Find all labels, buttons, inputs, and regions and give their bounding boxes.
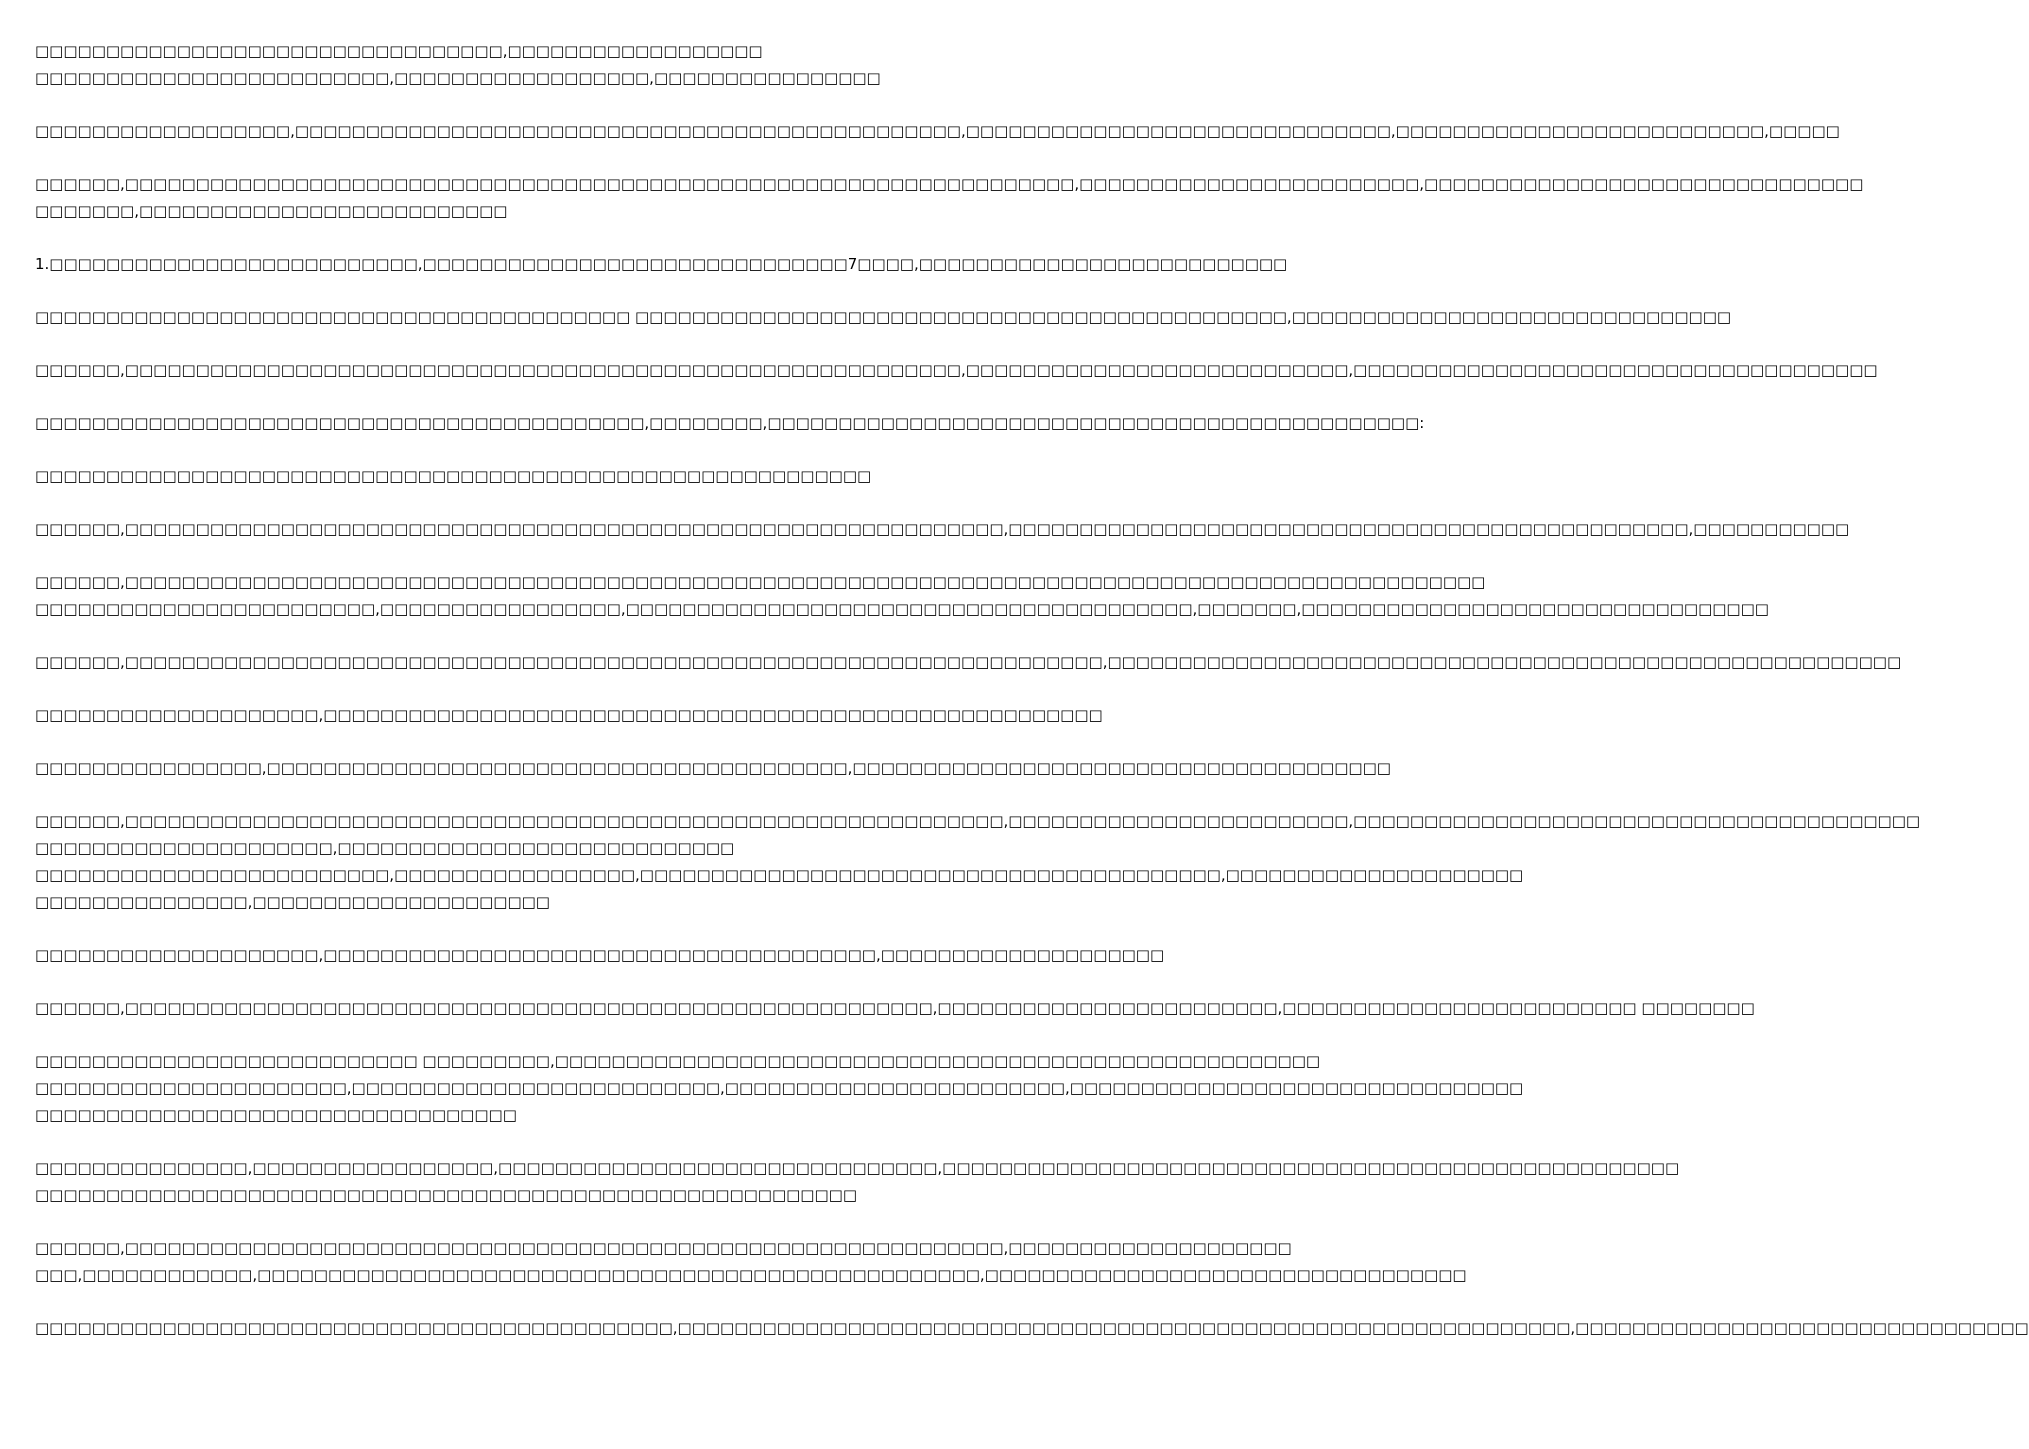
paragraph [35, 304, 1732, 331]
paragraph [35, 463, 990, 490]
paragraph [35, 251, 1288, 278]
text-line: □□□□□□,□□□□□□□□□□□□□□□□□□□□□□□□□□□□□□□□□□□□□□□□□□□□□□□□□□□□□□□□□□□□□□,□□□□□□□□□□□□□□□□□□□□□□□□□□□□□□□□□□□□□□□□□□□□□□□□,□□□□□□□□□□□ [35, 520, 1850, 538]
text-line: □□□□□□,□□□□□□□□□□□□□□□□□□□□□□□□□□□□□□□□□□□□□□□□□□□□□□□□□□□□□□□□□□□,□□□□□□□□□□□□□□□□□□□□□□□□□□□,□□□□□□□□□□□□□□□□□□□□□□□□□□□□□□□□□□□□□ [35, 361, 1878, 379]
paragraph [35, 38, 990, 92]
text-line: □□□□□□□□□□□□□□□□□□□□□□□□□□□□□□□□□□□□□□□□□□□,□□□□□□□□,□□□□□□□□□□□□□□□□□□□□□□□□□□□□□□□□□□□□□□□□□□□□□□: [35, 414, 1425, 432]
text-line: □□□□□□,□□□□□□□□□□□□□□□□□□□□□□□□□□□□□□□□□□□□□□□□□□□□□□□□□□□□□□□□□□□□□□,□□□□□□□□□□□□□□□□□□□□□□□□,□□□□□□□□□□□□□□□□□□□□□□□□□□□□□□□□□□□□□□□□ [35, 812, 1921, 830]
text-line: □□□□□□□□□□□□□□□□□□,□□□□□□□□□□□□□□□□□□□□□□□□□□□□□□□□□□□□□□□□□□□□□□□,□□□□□□□□□□□□□□□□□□□□□□□□□□□□□□,□□□□□□□□□□□□□□□□□□□□□□□□□□,□□□□□ [35, 122, 1840, 140]
text-line: □□□□□□□□□□□□□□□,□□□□□□□□□□□□□□□□□,□□□□□□□□□□□□□□□□□□□□□□□□□□□□□□□,□□□□□□□□□□□□□□□□□□□□□□□□□□□□□□□□□□□□□□□□□□□□□□□□□□□□ [35, 1159, 1680, 1177]
paragraph [35, 569, 1769, 623]
text-line: □□□□□□□□□□□□□□□□□□□□□□□□□,□□□□□□□□□□□□□□□□□,□□□□□□□□□□□□□□□□□□□□□□□□□□□□□□□□□□□□□□□□□,□□□□□□□□□□□□□□□□□□□□□ [35, 866, 1524, 884]
text-line: □□□□□□□□□□□□□□□□□□□□□□□□□□□□□□□□□□□□□□□□□□□□□,□□□□□□□□□□□□□□□□□□□□□□□□□□□□□□□□□□□□□□□□□□□□□□□□□□□□□□□□□□□□□□□,□□□□□□□□□□□□□□□□□□□□□□□□□□□□□□□□ [35, 1319, 2029, 1337]
paragraph [35, 702, 1103, 729]
text-line: □□□□□□□□□□□□□□□□□□□□□□□□□,□□□□□□□□□□□□□□□□□□,□□□□□□□□□□□□□□□□ [35, 69, 881, 87]
text-line: □□□□□□,□□□□□□□□□□□□□□□□□□□□□□□□□□□□□□□□□□□□□□□□□□□□□□□□□□□□□□□□□□□□□□□□□□□□□□□□□□□□□□□□□□□□□□□□□□□□□□□□ [35, 573, 1486, 591]
text-line: □□□□□□□□□□□□□□□□□□□□□□□□□□□□□□□□□□ [35, 1106, 517, 1124]
text-line: □□□□□□□□□□□□□□□□□□□□,□□□□□□□□□□□□□□□□□□□□□□□□□□□□□□□□□□□□□□□,□□□□□□□□□□□□□□□□□□□□ [35, 946, 1165, 964]
text-line: 1.□□□□□□□□□□□□□□□□□□□□□□□□□□,□□□□□□□□□□□□□□□□□□□□□□□□□□□□□□7□□□□,□□□□□□□□□□□□□□□□□□□□□□□□□□ [35, 255, 1288, 273]
paragraph [35, 995, 1755, 1022]
text-line: □□□□□□,□□□□□□□□□□□□□□□□□□□□□□□□□□□□□□□□□□□□□□□□□□□□□□□□□□□□□□□□□□□□□□,□□□□□□□□□□□□□□□□□□□□ [35, 1239, 1292, 1257]
text-line: □□□□□□□□□□□□□□□□□□□□□,□□□□□□□□□□□□□□□□□□□□□□□□□□□□ [35, 839, 735, 857]
text-line: □□□□□□□□□□□□□□□□□□□□□□□□□□□□□□□□□,□□□□□□□□□□□□□□□□□□ [35, 42, 763, 60]
text-line: □□□□□□,□□□□□□□□□□□□□□□□□□□□□□□□□□□□□□□□□□□□□□□□□□□□□□□□□□□□□□□□□□□□□□□□□□□,□□□□□□□□□□□□□□□□□□□□□□□□,□□□□□□□□□□□□□□□□□□□□□□□□□□□□□□□ [35, 175, 1864, 193]
paragraph [35, 118, 1840, 145]
paragraph [35, 357, 1878, 384]
paragraph [35, 410, 1425, 437]
text-line: □□□□□□,□□□□□□□□□□□□□□□□□□□□□□□□□□□□□□□□□□□□□□□□□□□□□□□□□□□□□□□□□□□□□□□□□□□□□,□□□□□□□□□□□□□□□□□□□□□□□□□□□□□□□□□□□□□□□□□□□□□□□□□□□□□□□□ [35, 653, 1902, 671]
paragraph [35, 942, 1165, 969]
paragraph [35, 1048, 1524, 1129]
text-line: □□□□□□□□□□□□□□□□,□□□□□□□□□□□□□□□□□□□□□□□□□□□□□□□□□□□□□□□□□,□□□□□□□□□□□□□□□□□□□□□□□□□□□□□□□□□□□□□□ [35, 759, 1391, 777]
paragraph [35, 1315, 2029, 1342]
document-body [35, 38, 2029, 1368]
paragraph [35, 1155, 1680, 1209]
paragraph [35, 516, 1850, 543]
text-line: □□□□□□□□□□□□□□□□□□□□□□□□,□□□□□□□□□□□□□□□□□,□□□□□□□□□□□□□□□□□□□□□□□□□□□□□□□□□□□□□□□□,□□□□□□□,□□□□□□□□□□□□□□□□□□□□□□□□□□□□□□□□□ [35, 600, 1769, 618]
text-line: □□□□□□□□□□□□□□□□□□□□,□□□□□□□□□□□□□□□□□□□□□□□□□□□□□□□□□□□□□□□□□□□□□□□□□□□□□□□ [35, 706, 1103, 724]
text-line: □□□□□□□□□□□□□□□□□□□□□□□□□□□ □□□□□□□□□,□□□□□□□□□□□□□□□□□□□□□□□□□□□□□□□□□□□□□□□□□□□□□□□□□□□□□□ [35, 1052, 1321, 1070]
text-line: □□□,□□□□□□□□□□□□,□□□□□□□□□□□□□□□□□□□□□□□□□□□□□□□□□□□□□□□□□□□□□□□□□□□,□□□□□□□□□□□□□□□□□□□□□□□□□□□□□□□□□□ [35, 1266, 1467, 1284]
text-line: □□□□□□□□□□□□□□□□□□□□□□□□□□□□□□□□□□□□□□□□□□ □□□□□□□□□□□□□□□□□□□□□□□□□□□□□□□□□□□□□□□□□□□□□□,□□□□□□□□□□□□□□□□□□□□□□□□□□□□□□□ [35, 308, 1732, 326]
paragraph [35, 649, 1902, 676]
paragraph [35, 755, 1391, 782]
text-line: □□□□□□□□□□□□□□□□□□□□□□,□□□□□□□□□□□□□□□□□□□□□□□□□□,□□□□□□□□□□□□□□□□□□□□□□□□,□□□□□□□□□□□□□□□□□□□□□□□□□□□□□□□□ [35, 1079, 1524, 1097]
text-line: □□□□□□,□□□□□□□□□□□□□□□□□□□□□□□□□□□□□□□□□□□□□□□□□□□□□□□□□□□□□□□□□,□□□□□□□□□□□□□□□□□□□□□□□□,□□□□□□□□□□□□□□□□□□□□□□□□□ □□□□□□□□ [35, 999, 1755, 1017]
text-line: □□□□□□□□□□□□□□□□□□□□□□□□□□□□□□□□□□□□□□□□□□□□□□□□□□□□□□□□□□ [35, 1186, 857, 1204]
text-line: □□□□□□□,□□□□□□□□□□□□□□□□□□□□□□□□□□ [35, 202, 508, 220]
paragraph [35, 1235, 1467, 1289]
paragraph [35, 171, 1864, 225]
text-line: □□□□□□□□□□□□□□□□□□□□□□□□□□□□□□□□□□□□□□□□□□□□□□□□□□□□□□□□□□□ [35, 467, 872, 485]
text-line: □□□□□□□□□□□□□□□,□□□□□□□□□□□□□□□□□□□□□ [35, 893, 550, 911]
paragraph [35, 808, 1921, 916]
